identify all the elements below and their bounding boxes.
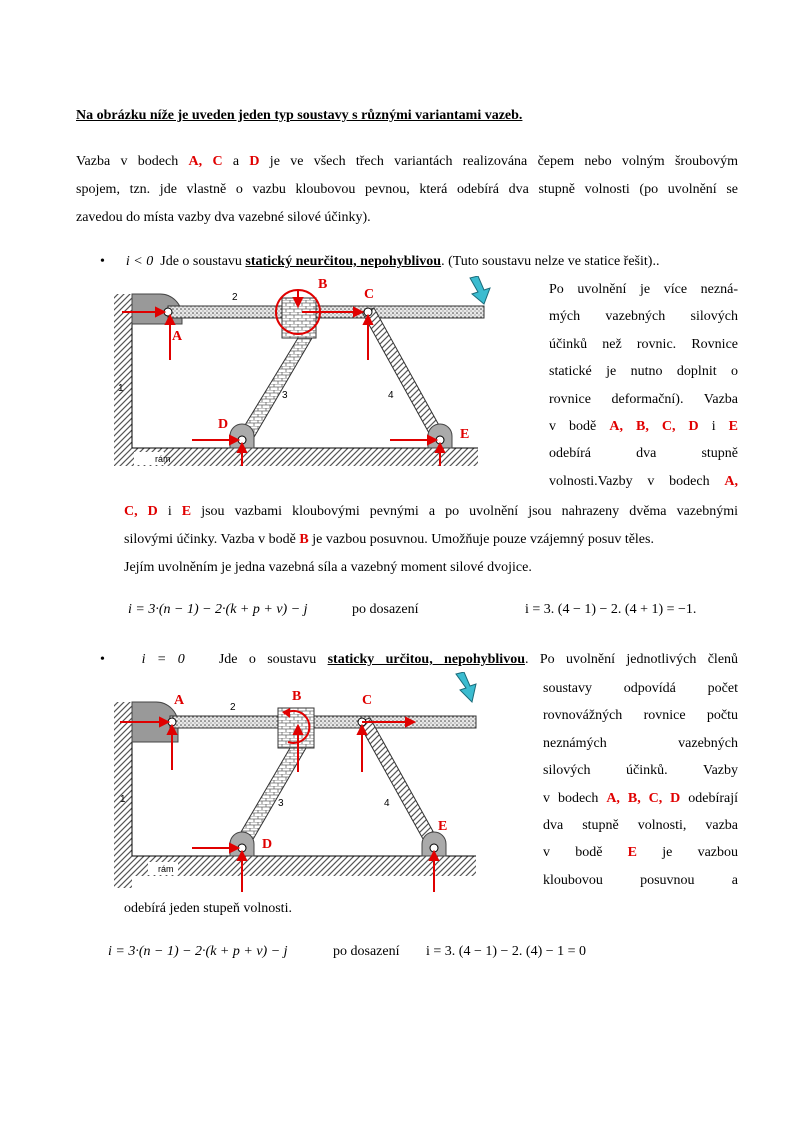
case2-side-text: [543, 675, 738, 894]
equation-formula: i = 3·(n − 1) − 2·(k + p + v) − j: [128, 602, 308, 617]
side-line: [549, 468, 738, 495]
intro-line-1: [76, 148, 738, 176]
cont-line-2: [124, 526, 738, 554]
frame-label: rám: [158, 864, 174, 874]
bullet: •: [100, 652, 105, 667]
bullet: •: [100, 254, 105, 269]
side-line: neznámých vazebných: [543, 735, 738, 751]
intro-text: je ve všech třech variantách realizována čepem nebo volným šroubovým: [259, 154, 738, 169]
side-text: v bodech: [543, 790, 607, 806]
member-1-label: 1: [120, 794, 126, 805]
wall: [114, 294, 132, 464]
case2-continuation: odebírá jeden stupeň volnosti.: [124, 901, 292, 916]
side-line: rovnice deformační). Vazba: [549, 391, 738, 407]
case1-condition: i < 0: [125, 254, 154, 269]
side-line: soustavy odpovídá počet: [543, 681, 738, 696]
intro-line-2: spojem, tzn. jde vlastně o vazbu kloubovou pevnou, která odebírá dva stupně volnosti (po uvolnění se: [76, 182, 738, 197]
label-e: E: [438, 819, 448, 834]
label-a: A: [172, 329, 183, 344]
cont-point-e: E: [181, 504, 192, 519]
side-point-e: E: [728, 418, 739, 434]
case1-text: . (Tuto soustavu nelze ve statice řešit)..: [441, 254, 660, 269]
case2-condition: i = 0: [141, 652, 185, 667]
side-text: v bodě: [543, 845, 628, 861]
member-4-label: 4: [388, 390, 394, 401]
side-line: rovnovážných rovnice počtu: [543, 708, 738, 724]
label-d: D: [218, 417, 229, 432]
side-point-a: A,: [724, 473, 738, 489]
side-points: A, B, C, D: [606, 790, 681, 806]
case1-side-text: [549, 276, 738, 495]
side-line: mých vazebných silových: [549, 309, 738, 325]
case1-eq-mid: po dosazení: [352, 602, 419, 617]
side-line: kloubovou posuvnou a: [543, 872, 738, 888]
label-d: D: [262, 837, 273, 852]
label-c: C: [364, 287, 375, 302]
case2-eq-mid: po dosazení: [333, 944, 400, 959]
cont-text: silovými účinky. Vazba v bodě: [124, 532, 300, 547]
side-line: [549, 413, 738, 440]
side-text: v bodě: [549, 418, 610, 434]
side-line: dva stupně volnosti, vazba: [543, 817, 738, 833]
side-text: i: [698, 418, 729, 434]
case1-equation: [128, 602, 308, 618]
case2-line: [100, 646, 738, 674]
beam-2: [170, 716, 476, 728]
case2-equation: [108, 944, 288, 960]
frame-label: rám: [155, 454, 171, 464]
member-1-label: 1: [118, 383, 124, 394]
side-line: silových účinků. Vazby: [543, 763, 738, 779]
case2-text: Jde o soustavu: [218, 652, 328, 667]
cont-text: i: [157, 504, 182, 519]
case2-text: . Po uvolnění jednotlivých členů: [524, 652, 739, 667]
case1-text: Jde o soustavu: [160, 254, 246, 269]
side-line: statické je nutno doplnit o: [549, 364, 738, 380]
load-arrow: [470, 276, 490, 304]
cont-line-1: [124, 498, 738, 526]
side-text: volnosti.Vazby v bodech: [549, 473, 725, 489]
member-2-label: 2: [232, 292, 238, 303]
equation-formula: i = 3·(n − 1) − 2·(k + p + v) − j: [108, 944, 288, 959]
side-line: [543, 785, 738, 812]
case1-eq-result: i = 3. (4 − 1) − 2. (4 + 1) = −1.: [525, 602, 697, 617]
case1-line: [100, 248, 750, 276]
case2-line-inner: [100, 646, 738, 674]
side-point-e: E: [627, 845, 638, 861]
label-c: C: [362, 693, 373, 708]
side-points: A, B, C, D: [609, 418, 699, 434]
case2-eq-result: i = 3. (4 − 1) − 2. (4) − 1 = 0: [426, 944, 587, 959]
member-2-label: 2: [230, 702, 236, 713]
side-line: odebírá dva stupně: [549, 446, 738, 462]
side-line: účinků než rovnic. Rovnice: [549, 336, 738, 352]
intro-text: a: [222, 154, 250, 169]
cont-text: jsou vazbami kloubovými pevnými a po uvolnění jsou nahrazeny dvěma vazebnými: [191, 504, 738, 519]
label-e: E: [460, 427, 470, 442]
member-3-label: 3: [282, 390, 288, 401]
cont-point-b: B: [299, 532, 309, 547]
page-heading: Na obrázku níže je uveden jeden typ soustavy s různými variantami vazeb.: [76, 108, 523, 123]
label-b: B: [292, 689, 302, 704]
intro-paragraph: [76, 148, 738, 232]
member-4: [358, 718, 440, 848]
member-3-label: 3: [278, 798, 284, 809]
member-4-label: 4: [384, 798, 390, 809]
mechanism-figure-2: [112, 672, 492, 892]
side-text: je vazbou: [637, 845, 738, 861]
side-line: Po uvolnění je více nezná-: [549, 282, 738, 297]
cont-points: C, D: [124, 504, 158, 519]
member-4: [362, 308, 446, 442]
cont-line-3: Jejím uvolněním je jedna vazebná síla a vazebný moment silové dvojice.: [124, 560, 532, 575]
label-a: A: [174, 693, 185, 708]
case1-continuation: [124, 498, 738, 582]
intro-line-3: zavedou do místa vazby dva vazebné silové účinky).: [76, 210, 371, 225]
label-b: B: [318, 277, 328, 292]
case2-type: staticky určitou, nepohyblivou: [327, 652, 525, 667]
side-line: [543, 839, 738, 866]
intro-points: A, C: [188, 154, 223, 169]
cont-text: je vazbou posuvnou. Umožňuje pouze vzájemný posuv těles.: [308, 532, 654, 547]
mechanism-figure-1: [112, 276, 492, 466]
load-arrow: [456, 672, 476, 702]
side-text: odebírají: [680, 790, 738, 806]
case1-type: statický neurčitou, nepohyblivou: [245, 254, 442, 269]
intro-point-d: D: [249, 154, 260, 169]
intro-text: Vazba v bodech: [76, 154, 189, 169]
